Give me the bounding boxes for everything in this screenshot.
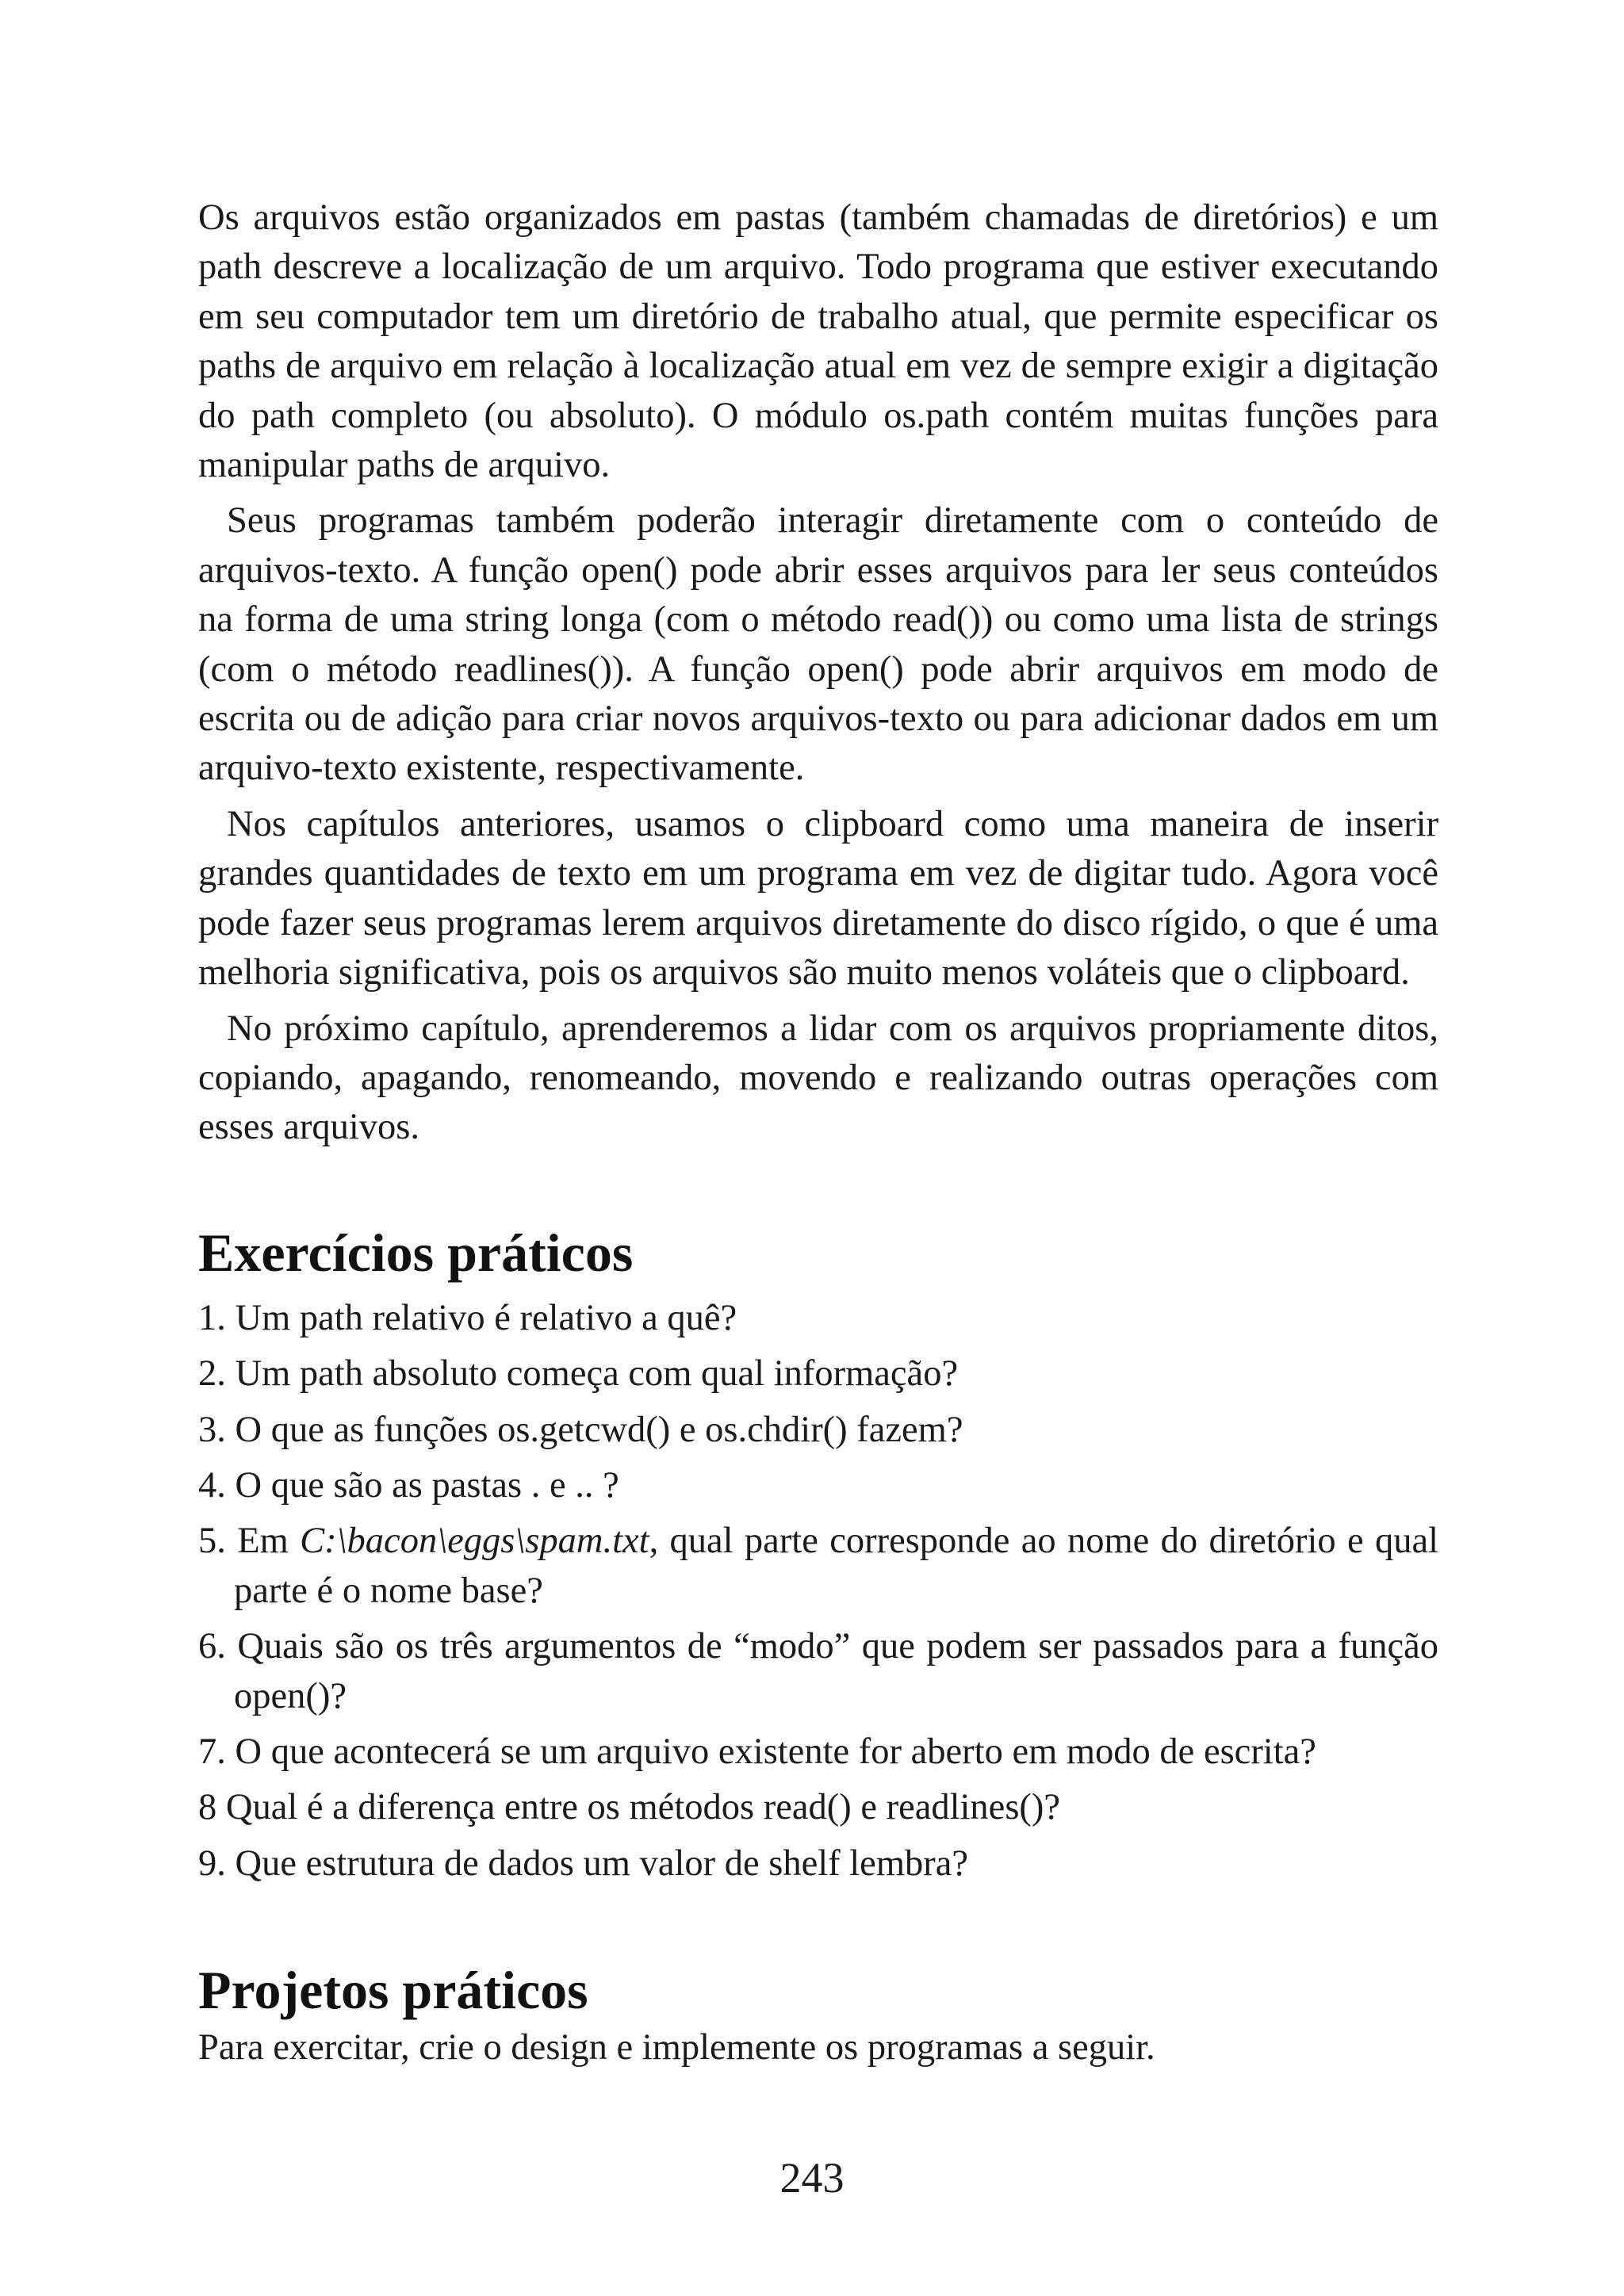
file-path-example: C:\bacon\eggs\spam.txt: [300, 1521, 649, 1562]
question-item: 4. O que são as pastas . e .. ?: [198, 1464, 619, 1506]
question-item: [198, 1517, 1438, 1616]
projects-heading: Projetos práticos: [198, 1960, 588, 2021]
question-item: 8 Qual é a diferença entre os métodos read() e readlines()?: [198, 1787, 1061, 1828]
question-prefix: 5. Em: [198, 1521, 301, 1562]
question-item: 3. O que as funções os.getcwd() e os.chdir() fazem?: [198, 1409, 963, 1450]
exercises-list: [198, 1294, 1438, 1888]
question-suffix: , qual parte corresponde ao nome do diretório e qual parte é o nome base?: [234, 1521, 1439, 1611]
question-item: 1. Um path relativo é relativo a quê?: [198, 1297, 737, 1338]
page-number: 243: [779, 2154, 845, 2202]
paragraph-clipboard: Nos capítulos anteriores, usamos o clipboard como uma maneira de inserir grandes quantidades de texto em um programa em vez de digitar tudo. Agora você pode fazer seus programas lerem arquivos diretamente do disco rígido, o que é uma melhoria significativa, pois os arquivos são muito menos voláteis que o clipboard.: [198, 803, 1438, 993]
question-item: 9. Que estrutura de dados um valor de shelf lembra?: [198, 1843, 969, 1884]
paragraph-next-chapter: No próximo capítulo, aprenderemos a lidar com os arquivos propriamente ditos, copiando, apagando, renomeando, movendo e realizando outras operações com esses arquivos.: [198, 1008, 1438, 1148]
paragraph-text-files: Seus programas também poderão interagir diretamente com o conteúdo de arquivos-texto. A função open() pode abrir esses arquivos para ler seus conteúdos na forma de uma string longa (com o método read()) ou como uma lista de strings (com o método readlines()). A função open() pode abrir arquivos em modo de escrita ou de adição para criar novos arquivos-texto ou para adicionar dados em um arquivo-texto existente, respectivamente.: [198, 500, 1438, 789]
exercises-heading: Exercícios práticos: [198, 1222, 634, 1283]
page-content: [198, 193, 1438, 2080]
question-item: 7. O que acontecerá se um arquivo existente for aberto em modo de escrita?: [198, 1731, 1316, 1772]
question-item: 2. Um path absoluto começa com qual informação?: [198, 1353, 959, 1395]
projects-intro: Para exercitar, crie o design e implemente os programas a seguir.: [198, 2027, 1155, 2068]
question-item: 6. Quais são os três argumentos de “modo” que podem ser passados para a função open()?: [198, 1626, 1438, 1716]
paragraph-summary: Os arquivos estão organizados em pastas (também chamadas de diretórios) e um path descreve a localização de um arquivo. Todo programa que estiver executando em seu computador tem um diretório de trabalho atual, que permite especificar os paths de arquivo em relação à localização atual em vez de sempre exigir a digitação do path completo (ou absoluto). O módulo os.path contém muitas funções para manipular paths de arquivo.: [198, 197, 1438, 486]
